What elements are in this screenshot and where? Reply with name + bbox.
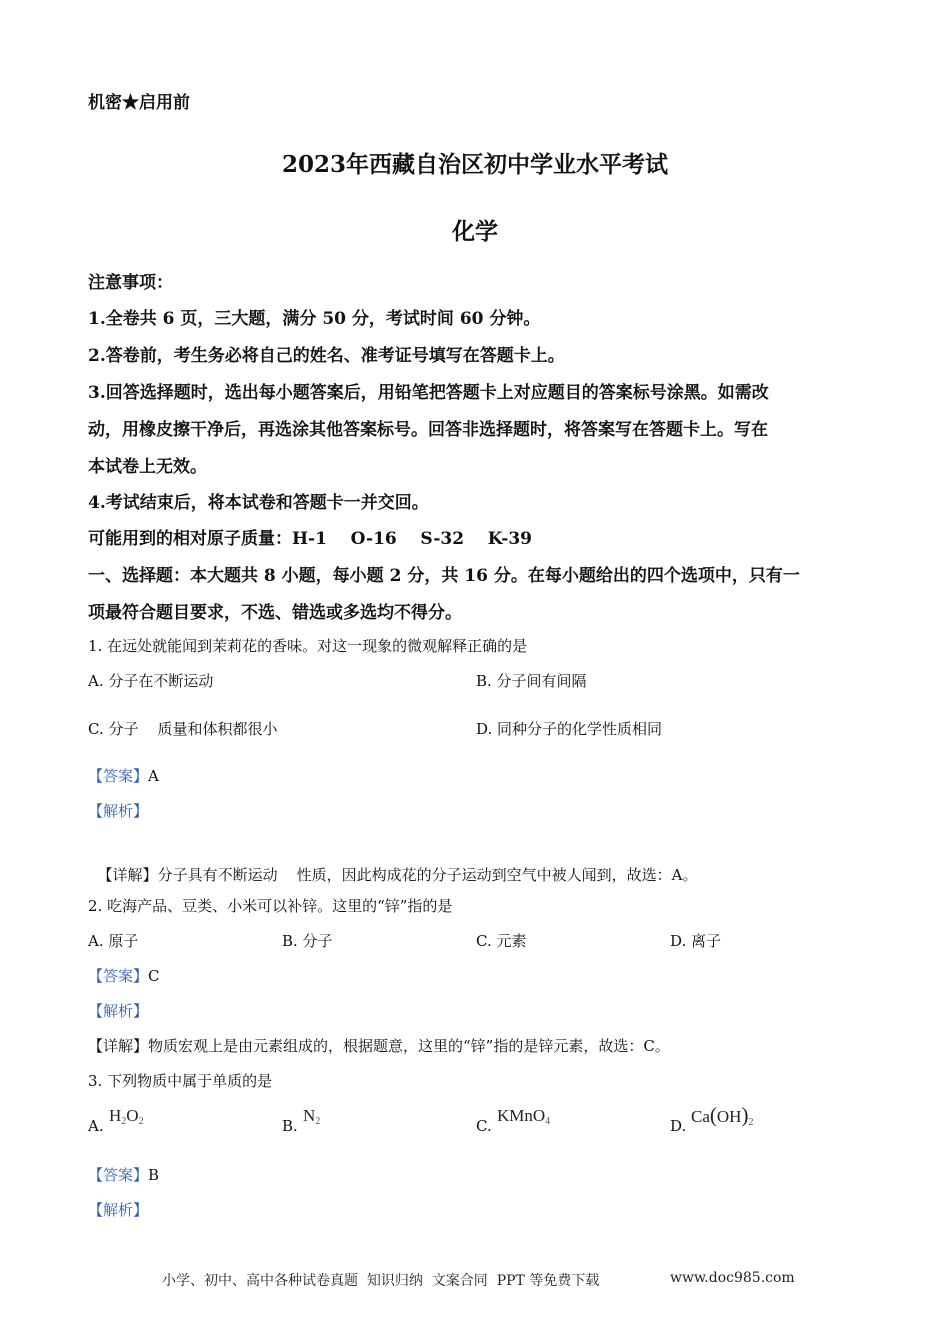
- notes-heading: 注意事项：: [88, 273, 173, 293]
- detail-label: 【详解】: [88, 1037, 149, 1055]
- q3-option-c-formula: KMnO$_4$: [497, 1106, 551, 1127]
- notes-item-3-line-3: 本试卷上无效。: [88, 457, 207, 477]
- exam-title: 2023年西藏自治区初中学业水平考试: [281, 151, 668, 178]
- q3-option-a-label: A.: [88, 1117, 104, 1135]
- notes-item-2: 2.答卷前，考生务必将自己的姓名、准考证号填写在答题卡上。: [88, 346, 565, 366]
- q2-stem: 2. 吃海产品、豆类、小米可以补锌。这里的“锌”指的是: [88, 897, 453, 915]
- q2-analysis-label: 【解析】: [88, 1002, 149, 1020]
- q1-detail-row: [88, 846, 697, 885]
- q3-answer: B: [148, 1166, 160, 1184]
- q3-analysis-label: 【解析】: [88, 1201, 149, 1219]
- q1-option-a: A. 分子在不断运动: [88, 672, 214, 690]
- q1-option-c: C. 分子 质量和体积都很小: [88, 720, 278, 738]
- footer-text: 小学、初中、高中各种试卷真题 知识归纳 文案合同 PPT 等免费下载: [162, 1273, 600, 1289]
- q3-option-a-formula: $H_2O_2$: [109, 1106, 144, 1127]
- q3-option-b-formula: $N_2$: [303, 1106, 321, 1127]
- footer-url[interactable]: www.doc985.com: [670, 1270, 795, 1286]
- q1-analysis-label: 【解析】: [88, 802, 149, 820]
- q2-option-a: A. 原子: [88, 932, 139, 950]
- notes-item-3-line-1: 3.回答选择题时，选出每小题答案后，用铅笔把答题卡上对应题目的答案标号涂黑。如需改: [88, 383, 769, 403]
- q3-answer-row: [88, 1164, 159, 1185]
- section1-line-2: 项最符合题目要求，不选、错选或多选均不得分。: [88, 603, 462, 623]
- notes-item-1: 1.全卷共 6 页，三大题，满分 50 分，考试时间 60 分钟。: [88, 309, 541, 329]
- q1-stem: 1. 在远处就能闻到茉莉花的香味。对这一现象的微观解释正确的是: [88, 637, 528, 655]
- answer-label: 【答案】: [88, 767, 149, 785]
- q2-option-d: D. 离子: [670, 932, 722, 950]
- atomic-mass-line: 可能用到的相对原子质量：H-1 O-16 S-32 K-39: [88, 529, 532, 549]
- q3-stem: 3. 下列物质中属于单质的是: [88, 1072, 273, 1090]
- q2-answer-row: [88, 965, 160, 986]
- answer-label: 【答案】: [88, 1166, 149, 1184]
- q1-option-b: B. 分子间有间隔: [476, 672, 587, 690]
- subject-title: 化学: [452, 218, 498, 245]
- q2-detail: 物质宏观上是由元素组成的，根据题意，这里的“锌”指的是锌元素，故选：C。: [148, 1037, 670, 1055]
- q3-option-d-formula: $Ca(OH)_2$: [691, 1103, 754, 1128]
- answer-label: 【答案】: [88, 967, 149, 985]
- q3-option-b-label: B.: [282, 1117, 298, 1135]
- q3-option-d-label: D.: [670, 1117, 687, 1135]
- q1-answer-row: [88, 765, 159, 786]
- q1-option-d: D. 同种分子的化学性质相同: [476, 720, 663, 738]
- section1-line-1: 一、选择题：本大题共 8 小题，每小题 2 分，共 16 分。在每小题给出的四个选项中，只有一: [88, 566, 800, 586]
- q2-option-c: C. 元素: [476, 932, 527, 950]
- secret-label: 机密★启用前: [88, 93, 190, 113]
- q2-option-b: B. 分子: [282, 932, 333, 950]
- q1-detail: 分子具有不断运动 性质，因此构成花的分子运动到空气中被人闻到，故选：A。: [157, 866, 698, 884]
- detail-label: 【详解】: [97, 866, 158, 884]
- q3-option-c-label: C.: [476, 1117, 492, 1135]
- q2-answer: C: [148, 967, 160, 985]
- q2-detail-row: [88, 1035, 670, 1056]
- notes-item-3-line-2: 动，用橡皮擦干净后，再选涂其他答案标号。回答非选择题时，将答案写在答题卡上。写在: [88, 420, 768, 440]
- notes-item-4: 4.考试结束后，将本试卷和答题卡一并交回。: [88, 493, 429, 513]
- q1-answer: A: [148, 767, 159, 785]
